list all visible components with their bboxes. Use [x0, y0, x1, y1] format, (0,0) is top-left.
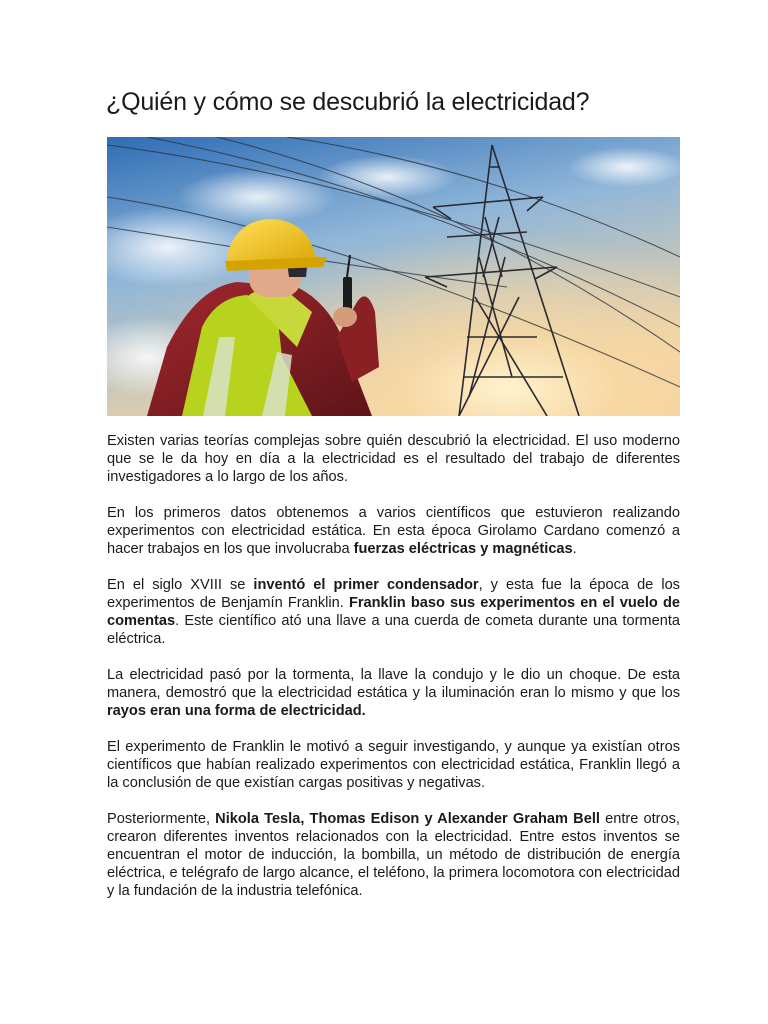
paragraph-text: . — [572, 541, 577, 557]
body-paragraph — [107, 666, 680, 720]
paragraph-text: , y esta fue la época de los experimentos de Benjamín Franklin. — [107, 577, 680, 611]
paragraph-text: . Este científico ató una llave a una cuerda de cometa durante una tormenta eléctrica. — [107, 613, 680, 647]
bold-text: fuerzas eléctricas y magnéticas — [353, 541, 573, 557]
paragraph-text: El experimento de Franklin le motivó a seguir investigando, y aunque ya existían otros científicos que habían realizado experimentos con electricidad estática, Franklin llegó a la conclusión de que existían cargas positivas y negativas. — [107, 739, 680, 791]
page-title: ¿Quién y cómo se descubrió la electricidad? — [106, 88, 590, 116]
body-paragraph — [107, 504, 680, 558]
paragraph-text: La electricidad pasó por la tormenta, la llave la condujo y le dio un choque. De esta manera, demostró que la electricidad estática y la iluminación eran lo mismo y que los — [107, 667, 680, 701]
paragraph-text: En los primeros datos obtenemos a varios científicos que estuvieron realizando experimentos con electricidad estática. En esta época Girolamo Cardano comenzó a hacer trabajos en los que involucraba — [107, 505, 680, 557]
paragraph-text: Existen varias teorías complejas sobre quién descubrió la electricidad. El uso moderno que se le da hoy en día a la electricidad es el resultado del trabajo de diferentes investigadores a lo largo de los años. — [107, 433, 680, 485]
worker-with-radio-and-power-tower-photo — [107, 137, 680, 416]
article-body — [107, 432, 680, 918]
bold-text: rayos eran una forma de electricidad. — [107, 703, 366, 719]
body-paragraph — [107, 432, 680, 486]
body-paragraph — [107, 738, 680, 792]
bold-text: Nikola Tesla, Thomas Edison y Alexander Graham Bell — [215, 811, 600, 827]
body-paragraph — [107, 576, 680, 648]
paragraph-text: entre otros, crearon diferentes inventos relacionados con la electricidad. Entre estos inventos se encuentran el motor de inducción, la bombilla, un método de distribución de energía eléctrica, e telégrafo de largo alcance, el teléfono, la primera locomotora con electricidad y la fundación de la industria telefónica. — [107, 811, 680, 899]
bold-text: Franklin baso sus experimentos en el vuelo de comentas — [107, 595, 680, 629]
body-paragraph — [107, 810, 680, 900]
paragraph-text: Posteriormente, — [107, 811, 216, 827]
bold-text: inventó el primer condensador — [253, 577, 479, 593]
paragraph-text: En el siglo XVIII se — [107, 577, 254, 593]
